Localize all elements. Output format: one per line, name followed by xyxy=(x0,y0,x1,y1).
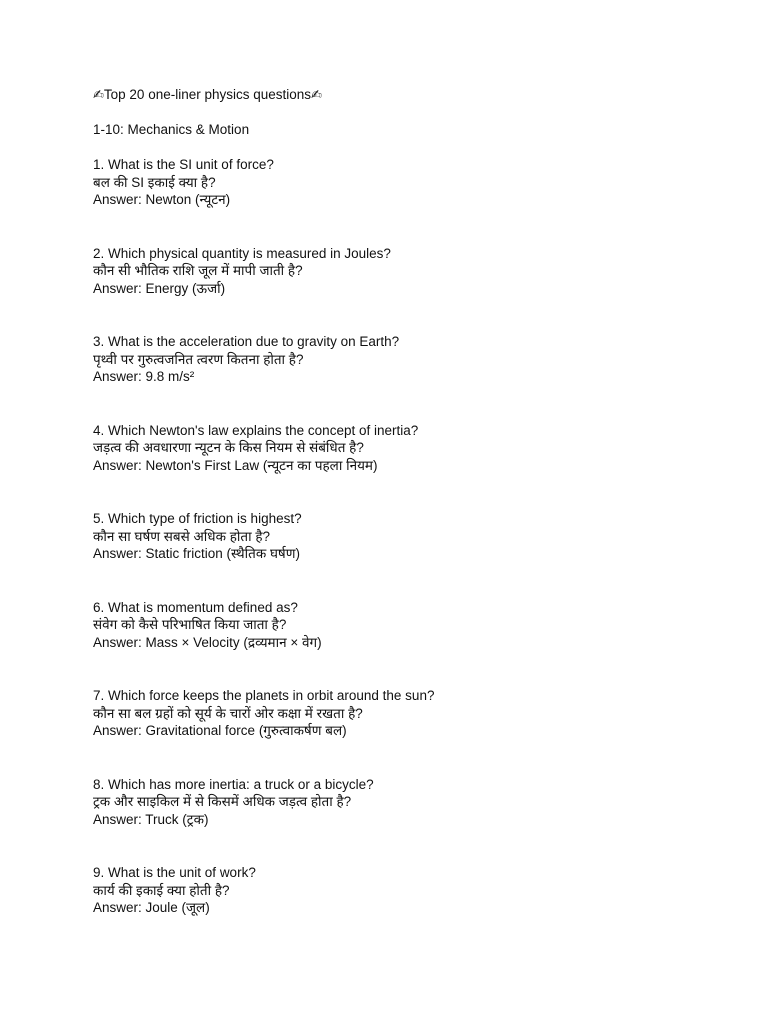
question-answer: Answer: Newton's First Law (न्यूटन का पहला नियम) xyxy=(93,457,378,473)
question-hindi: कार्य की इकाई क्या होती है? xyxy=(93,882,230,898)
question-answer: Answer: Mass × Velocity (द्रव्यमान × वेग) xyxy=(93,634,322,650)
question-hindi: बल की SI इकाई क्या है? xyxy=(93,174,216,190)
question-item xyxy=(93,864,733,953)
question-answer: Answer: Joule (जूल) xyxy=(93,900,210,915)
document-title-text: Top 20 one-liner physics questions xyxy=(103,87,312,102)
question-answer: Answer: Static friction (स्थैतिक घर्षण) xyxy=(93,546,300,561)
question-english: 9. What is the unit of work? xyxy=(93,865,256,880)
question-hindi: जड़त्व की अवधारणा न्यूटन के किस नियम से संबंधित है? xyxy=(93,440,364,455)
question-english: 5. Which type of friction is highest? xyxy=(93,511,302,526)
question-hindi: कौन सा बल ग्रहों को सूर्य के चारों ओर कक्षा में रखता है? xyxy=(93,705,363,721)
question-item xyxy=(93,245,733,334)
question-hindi: संवेग को कैसे परिभाषित किया जाता है? xyxy=(93,617,287,632)
question-english: 8. Which has more inertia: a truck or a bicycle? xyxy=(93,776,374,792)
document-title xyxy=(93,86,733,104)
question-item xyxy=(93,599,733,688)
question-item xyxy=(93,687,733,776)
section-heading: 1-10: Mechanics & Motion xyxy=(93,122,250,137)
question-answer: Answer: Gravitational force (गुरुत्वाकर्षण बल) xyxy=(93,723,347,738)
question-english: 4. Which Newton's law explains the concept of inertia? xyxy=(93,422,419,438)
writing-hand-icon: ✍ xyxy=(311,87,322,102)
question-answer: Answer: Newton (न्यूटन) xyxy=(93,192,231,207)
question-english: 6. What is momentum defined as? xyxy=(93,599,298,615)
question-english: 1. What is the SI unit of force? xyxy=(93,157,274,172)
question-item xyxy=(93,333,733,422)
question-list xyxy=(93,156,733,953)
question-hindi: कौन सी भौतिक राशि जूल में मापी जाती है? xyxy=(93,263,303,278)
question-english: 3. What is the acceleration due to gravity on Earth? xyxy=(93,334,400,349)
question-item xyxy=(93,156,733,245)
question-hindi: कौन सा घर्षण सबसे अधिक होता है? xyxy=(93,528,271,544)
question-english: 7. Which force keeps the planets in orbit around the sun? xyxy=(93,688,435,703)
question-item xyxy=(93,776,733,865)
question-item xyxy=(93,422,733,511)
writing-hand-icon: ✍ xyxy=(93,87,104,102)
document-page xyxy=(93,86,733,953)
question-item xyxy=(93,510,733,599)
question-hindi: पृथ्वी पर गुरुत्वजनित त्वरण कितना होता है? xyxy=(93,351,304,367)
question-english: 2. Which physical quantity is measured in Joules? xyxy=(93,245,391,261)
question-answer: Answer: Energy (ऊर्जा) xyxy=(93,280,226,296)
question-hindi: ट्रक और साइकिल में से किसमें अधिक जड़त्व होता है? xyxy=(93,794,352,809)
question-answer: Answer: 9.8 m/s² xyxy=(93,369,195,384)
question-answer: Answer: Truck (ट्रक) xyxy=(93,811,209,827)
